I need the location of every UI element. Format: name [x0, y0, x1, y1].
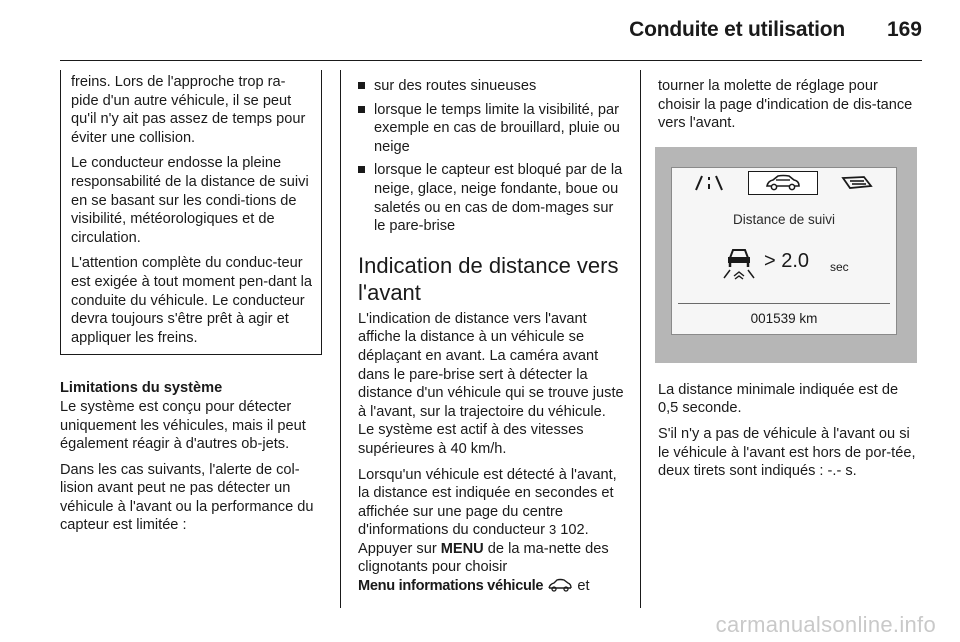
body-paragraph: S'il n'y a pas de véhicule à l'avant ou si le véhicule à l'avant est hors de por-tée, deux tirets sont indiqués : -.- s.: [658, 425, 916, 480]
warning-box: [60, 70, 322, 355]
following-distance-icon: [720, 246, 758, 280]
list-item: lorsque le capteur est bloqué par de la neige, glace, neige fondante, boue ou saletés ou en cas de dom-mages sur le pare-brise: [358, 161, 624, 235]
list-item: lorsque le temps limite la visibilité, par exemple en cas de brouillard, pluie ou neige: [358, 101, 624, 157]
warning-paragraph: freins. Lors de l'approche trop ra-pide d'un autre véhicule, il se peut qu'il n'y ait pas assez de temps pour éviter une collision.: [71, 74, 306, 146]
column-divider-right: [640, 70, 641, 608]
traffic-sign-icon: [840, 174, 874, 192]
warning-paragraph: L'attention complète du conduc-teur est exigée à tout moment pen-dant la conduite du véhicule. Le conducteur devra toujours s'être prêt à agir et appliquer les freins.: [71, 255, 312, 346]
menu-button-label: MENU: [440, 540, 484, 557]
list-item: sur des routes sinueuses: [358, 77, 624, 96]
watermark: carmanualsonline.info: [715, 612, 936, 637]
display-screen: [671, 167, 897, 335]
subheading-limitations: Limitations du système: [60, 380, 223, 397]
middle-column: [358, 77, 624, 603]
column-divider-left: [340, 70, 341, 608]
body-paragraph: Le système est conçu pour détecter uniquement les véhicules, mais il peut également réagir à d'autres ob-jets.: [60, 398, 306, 453]
right-column: [658, 77, 922, 488]
distance-unit: sec: [830, 259, 849, 274]
driver-info-display-figure: [655, 147, 917, 363]
vehicle-icon: [547, 578, 573, 592]
display-divider: [678, 303, 890, 304]
bullet-icon: [358, 166, 365, 173]
body-paragraph: La distance minimale indiquée est de 0,5 seconde.: [658, 381, 899, 417]
bullet-icon: [358, 82, 365, 89]
left-column: [60, 74, 322, 542]
odometer-reading: 001539 km: [750, 310, 818, 326]
display-title: Distance de suivi: [732, 211, 836, 227]
distance-value: > 2.0: [764, 249, 810, 272]
menu-path-label: Menu informations véhicule: [358, 578, 544, 595]
body-paragraph: tourner la molette de réglage pour choisir la page d'indication de dis-tance vers l'avant.: [658, 78, 913, 132]
page-title: Conduite et utilisation: [629, 18, 845, 41]
page-number: 169: [886, 18, 922, 41]
body-paragraph: Dans les cas suivants, l'alerte de col-lision avant peut ne pas détecter un véhicule à l'avant ou la performance du capteur est limitée :: [60, 461, 314, 534]
warning-paragraph: Le conducteur endosse la pleine responsabilité de la distance de suivi en se basant sur les condi-tions de visibilité, météorologiques et de circulation.: [71, 155, 309, 246]
section-heading: Indication de distance vers l'avant: [358, 252, 619, 305]
bullet-icon: [358, 106, 365, 113]
body-paragraph: L'indication de distance vers l'avant affiche la distance à un véhicule se déplaçant en avant. La caméra avant dans le pare-brise sert à détecter la distance d'un véhicule qui se trouve juste à l'avant, sur la trajectoire du véhicule. Le système est actif à des vitesses supérieures à 40 km/h.: [358, 310, 624, 457]
vehicle-icon: [764, 174, 802, 192]
header-divider: [60, 60, 922, 61]
lane-markings-icon: [692, 173, 728, 193]
body-paragraph-menu-instructions: Lorsqu'un véhicule est détecté à l'avant, la distance est indiquée en secondes et affichée sur une page du centre d'informations du conducteur 3 102. Appuyer sur MENU de la ma-nette des clignotants pour choisir Menu informations véhicule et: [358, 466, 617, 595]
bullet-list: [358, 77, 624, 236]
page-reference-arrow-icon: 3: [549, 522, 557, 538]
